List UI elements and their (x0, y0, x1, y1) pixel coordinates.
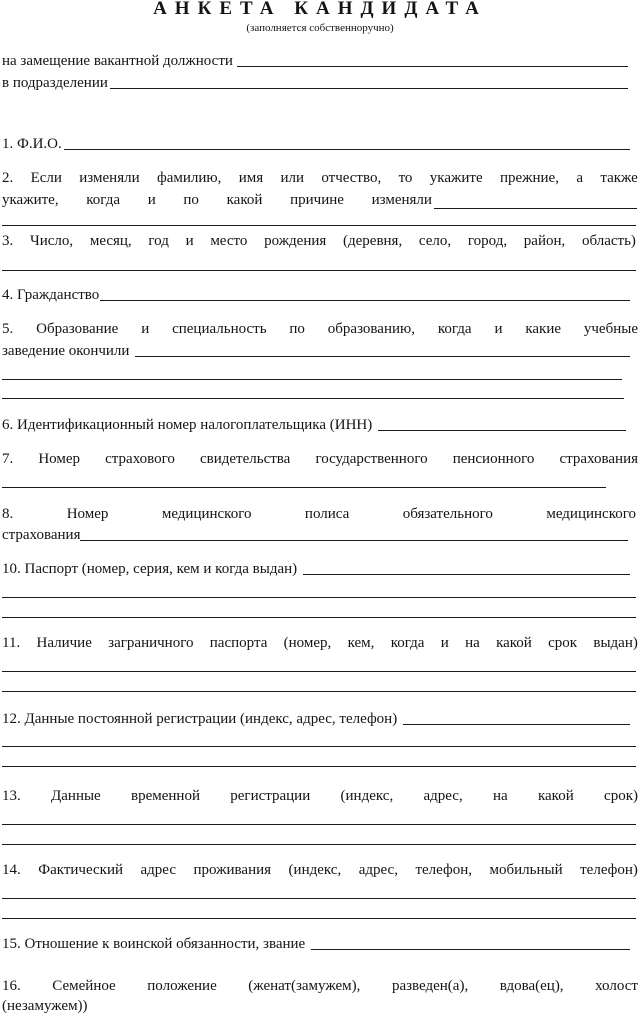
word: изменяли (371, 192, 432, 208)
citizenship-field[interactable] (100, 300, 630, 301)
word: (индекс, (340, 788, 394, 804)
word: какие (525, 321, 562, 337)
word: телефон) (580, 862, 638, 878)
q6-row (2, 416, 626, 434)
word: образованию, (327, 321, 415, 337)
word: Если (30, 170, 62, 186)
temporary-registration-field-2[interactable] (2, 844, 636, 845)
word: государственного (315, 451, 428, 467)
q8-line1 (2, 505, 636, 523)
word: отчество, (321, 170, 382, 186)
q16-line2-row (2, 997, 630, 1015)
word: проживания (193, 862, 272, 878)
q14-line (2, 861, 638, 879)
word: мобильный (489, 862, 563, 878)
word: Фактический (38, 862, 124, 878)
word: регистрации (230, 788, 311, 804)
word: холост (595, 978, 638, 994)
word: 14. (2, 862, 21, 878)
department-row (2, 74, 628, 92)
word: Номер (38, 451, 81, 467)
actual-address-field-2[interactable] (2, 918, 636, 919)
name-change-field[interactable] (434, 208, 637, 209)
word: по (289, 321, 305, 337)
q7-line (2, 450, 638, 468)
word: выдан) (593, 635, 638, 651)
q12-label: 12. Данные постоянной регистрации (индекс, адрес, телефон) (2, 711, 398, 727)
vacancy-label: на замещение вакантной должности (2, 53, 233, 69)
word: изменяли (79, 170, 140, 186)
word: специальность (172, 321, 267, 337)
word: город, (467, 233, 508, 249)
word: Число, (29, 233, 74, 249)
q2-line2 (2, 191, 432, 209)
word: год (148, 233, 169, 249)
word: и (185, 233, 194, 249)
passport-field-3[interactable] (2, 617, 636, 618)
word: и (147, 192, 156, 208)
word: 2. (2, 170, 14, 186)
word: Семейное (52, 978, 116, 994)
word: адрес, (358, 862, 398, 878)
department-field[interactable] (110, 88, 628, 89)
word: область) (581, 233, 636, 249)
word: 3. (2, 233, 14, 249)
word: и (494, 321, 503, 337)
q3-line (2, 232, 636, 250)
word: место (210, 233, 248, 249)
word: адрес, (423, 788, 463, 804)
word: по (183, 192, 199, 208)
word: 16. (2, 978, 21, 994)
word: укажите, (2, 192, 59, 208)
word: заграничного (108, 635, 194, 651)
word: кем, (347, 635, 375, 651)
education-field-3[interactable] (2, 398, 624, 399)
fio-field[interactable] (64, 149, 630, 150)
snils-field[interactable] (2, 487, 606, 488)
word: район, (523, 233, 566, 249)
education-field-2[interactable] (2, 379, 622, 380)
word: полиса (304, 506, 350, 522)
word: вдова(ец), (499, 978, 564, 994)
temporary-registration-field[interactable] (2, 824, 636, 825)
word: какой (226, 192, 263, 208)
word: телефон, (415, 862, 472, 878)
word: 7. (2, 451, 14, 467)
word: то (398, 170, 413, 186)
q4-row (2, 286, 630, 304)
word: страхования (559, 451, 638, 467)
q10-label: 10. Паспорт (номер, серия, кем и когда выдан) (2, 561, 298, 577)
inn-field[interactable] (378, 430, 626, 431)
word: на (493, 788, 508, 804)
word: и (440, 635, 449, 651)
word: какой (537, 788, 574, 804)
page-subtitle: (заполняется собственноручно) (246, 22, 394, 34)
word: 11. (2, 635, 21, 651)
q11-line (2, 634, 638, 652)
word: имя (238, 170, 264, 186)
word: обязательного (402, 506, 493, 522)
word: Наличие (36, 635, 92, 651)
vacancy-field[interactable] (237, 66, 628, 67)
q6-label: 6. Идентификационный номер налогоплательщика (ИНН) (2, 417, 373, 433)
q5-line1 (2, 320, 638, 338)
oms-field[interactable] (80, 540, 628, 541)
word: (номер, (283, 635, 332, 651)
word: паспорта (209, 635, 268, 651)
word: разведен(а), (391, 978, 469, 994)
q8-line2-label: страхования (2, 527, 81, 543)
permanent-registration-field-2[interactable] (2, 746, 636, 747)
word: также (600, 170, 638, 186)
word: укажите (429, 170, 483, 186)
word: медицинского (161, 506, 252, 522)
word: 13. (2, 788, 21, 804)
word: село, (418, 233, 452, 249)
q2-line1 (2, 169, 638, 187)
word: Номер (66, 506, 109, 522)
word: Данные (51, 788, 101, 804)
q10-row (2, 560, 630, 578)
word: 5. (2, 321, 14, 337)
word: прежние, (499, 170, 559, 186)
word: на (465, 635, 480, 651)
name-change-field-extra[interactable] (2, 225, 636, 226)
word: медицинского (546, 506, 636, 522)
word: положение (147, 978, 217, 994)
foreign-passport-field[interactable] (2, 671, 636, 672)
word: адрес (140, 862, 176, 878)
department-label: в подразделении (2, 75, 108, 91)
word: а (576, 170, 583, 186)
word: когда (437, 321, 472, 337)
foreign-passport-field-2[interactable] (2, 691, 636, 692)
q15-row (2, 935, 630, 953)
q1-label: 1. Ф.И.О. (2, 136, 62, 152)
birth-field[interactable] (2, 270, 636, 271)
word: когда (390, 635, 425, 651)
word: и (141, 321, 150, 337)
word: временной (131, 788, 200, 804)
permanent-registration-field[interactable] (403, 724, 630, 725)
word: свидетельства (199, 451, 291, 467)
q16-line1 (2, 977, 638, 995)
word: (деревня, (343, 233, 403, 249)
q13-line (2, 787, 638, 805)
word: страхового (105, 451, 175, 467)
word: рождения (264, 233, 327, 249)
q5-line2-row (2, 342, 630, 360)
word: срок (548, 635, 578, 651)
permanent-registration-field-3[interactable] (2, 766, 636, 767)
word: срок) (604, 788, 638, 804)
q16-line2-label: (незамужем)) (2, 998, 88, 1014)
education-field[interactable] (135, 356, 630, 357)
word: 8. (2, 506, 14, 522)
word: месяц, (89, 233, 132, 249)
q5-line2-label: заведение окончили (2, 343, 130, 359)
q8-line2-row (2, 526, 628, 544)
word: учебные (583, 321, 638, 337)
passport-field[interactable] (303, 574, 630, 575)
q1-row (2, 135, 630, 153)
word: фамилию, (156, 170, 222, 186)
actual-address-field[interactable] (2, 898, 636, 899)
passport-field-2[interactable] (2, 597, 636, 598)
word: (женат(замужем), (248, 978, 361, 994)
q15-label: 15. Отношение к воинской обязанности, звание (2, 936, 306, 952)
word: пенсионного (452, 451, 535, 467)
vacancy-row (2, 52, 628, 70)
military-field[interactable] (311, 949, 630, 950)
q4-label: 4. Гражданство (2, 287, 100, 303)
word: или (280, 170, 304, 186)
word: Образование (36, 321, 119, 337)
word: какой (496, 635, 532, 651)
page-title: АНКЕТА КАНДИДАТА (153, 0, 487, 19)
word: причине (290, 192, 344, 208)
q12-row (2, 710, 630, 728)
word: (индекс, (288, 862, 342, 878)
word: когда (86, 192, 120, 208)
